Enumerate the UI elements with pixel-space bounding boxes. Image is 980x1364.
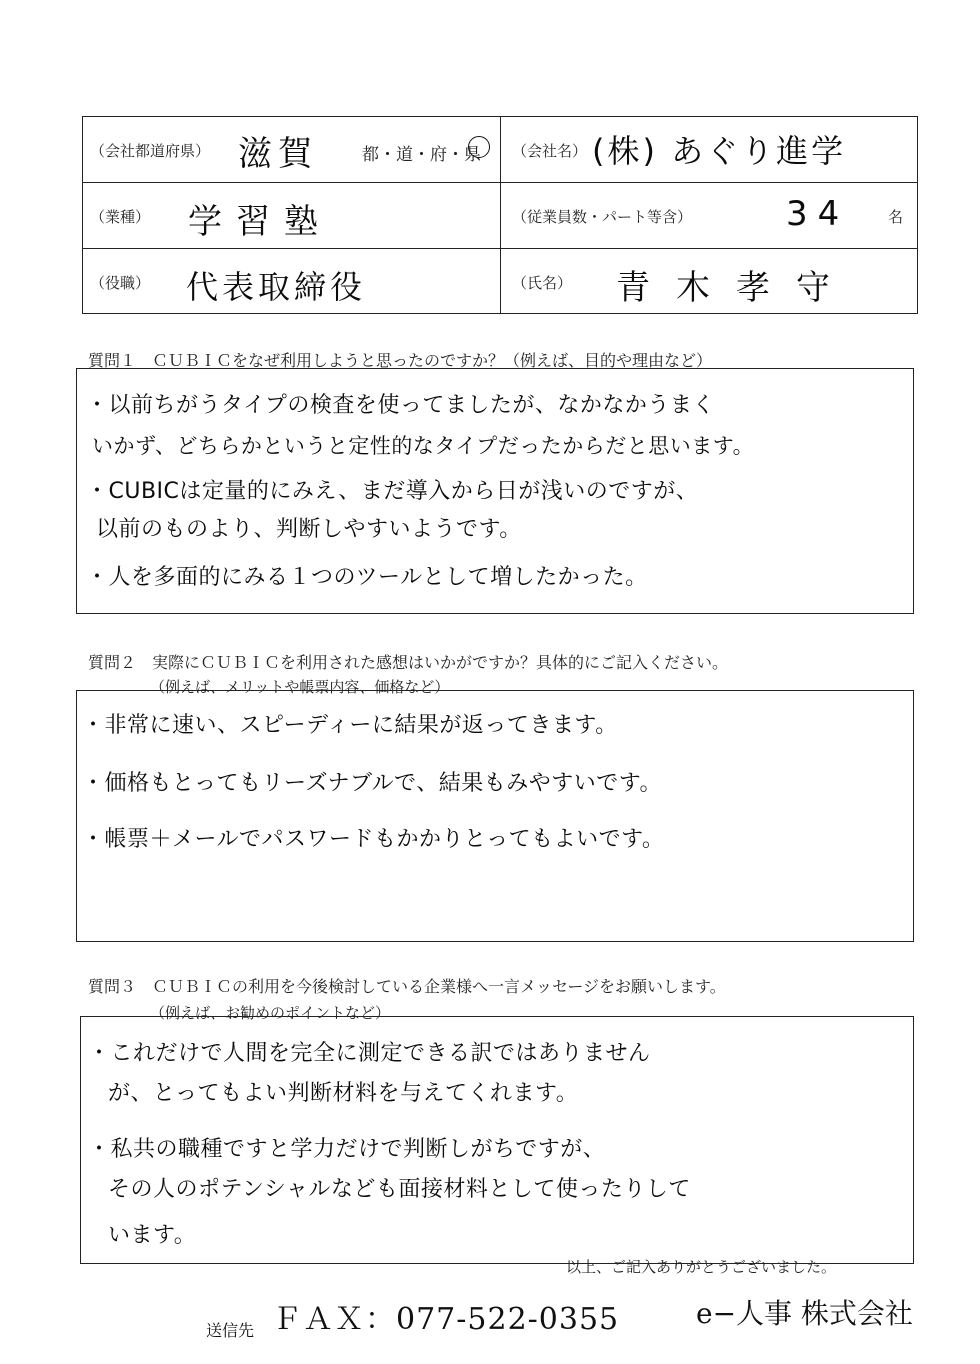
- q3-example: （例えば、お勧めのポイントなど）: [150, 1004, 391, 1022]
- position-value: 代表取締役: [186, 268, 367, 306]
- q3-answer-line: が、とってもよい判断材料を与えてくれます。: [108, 1081, 579, 1106]
- prefecture-selected-circle: [468, 136, 490, 158]
- q1-question: 質問１ ＣＵＢＩＣをなぜ利用しようと思ったのですか？（例えば、目的や理由など）: [88, 351, 713, 370]
- q2-answer-line: ・帳票＋メールでパスワードもかかりとってもよいです。: [82, 827, 665, 852]
- prefecture-label: （会社都道府県）: [90, 142, 211, 160]
- employees-value: 34: [786, 194, 850, 234]
- industry-label: （業種）: [90, 208, 151, 226]
- company-footer-name: e−人事 株式会社: [696, 1297, 913, 1330]
- name-value: 青木孝守: [616, 268, 856, 308]
- employees-unit: 名: [888, 208, 904, 226]
- thanks-note: 以上、ご記入ありがとうございました。: [566, 1258, 837, 1276]
- fax-number: ＦＡＸ：077-522-0355: [272, 1302, 620, 1337]
- q3-question: 質問３ ＣＵＢＩＣの利用を今後検討している企業様へ一言メッセージをお願いします。: [88, 977, 726, 996]
- position-label: （役職）: [90, 274, 151, 292]
- send-to-label: 送信先: [206, 1321, 255, 1340]
- q3-answer-line: その人のポテンシャルなども面接材料として使ったりして: [108, 1177, 691, 1202]
- company-label: （会社名）: [512, 142, 588, 160]
- q1-answer-line: ・以前ちがうタイプの検査を使ってましたが、なかなかうまく: [86, 393, 715, 418]
- q3-answer-line: ・これだけで人間を完全に測定できる訳ではありません: [88, 1041, 651, 1066]
- employees-label: （従業員数・パート等含）: [512, 208, 693, 226]
- q2-answer-line: ・価格もとってもリーズナブルで、結果もみやすいです。: [82, 771, 662, 796]
- q3-answer-line: います。: [108, 1223, 197, 1248]
- name-label: （氏名）: [512, 274, 573, 292]
- q1-answer-line: いかず、どちらかというと定性的なタイプだったからだと思います。: [92, 434, 755, 458]
- prefecture-suffix: 都・道・府・県: [362, 145, 481, 165]
- company-value: (株) あぐり進学: [592, 132, 847, 170]
- q2-example: （例えば、メリットや帳票内容、価格など）: [150, 678, 450, 696]
- q2-answer-line: ・非常に速い、スピーディーに結果が返ってきます。: [82, 713, 618, 738]
- q1-answer-line: ・CUBICは定量的にみえ、まだ導入から日が浅いのですが、: [86, 479, 699, 504]
- info-col-divider: [500, 116, 501, 314]
- industry-value: 学習塾: [188, 202, 332, 242]
- q1-answer-line: 以前のものより、判断しやすいようです。: [96, 517, 522, 542]
- q2-question: 質問２ 実際にＣＵＢＩＣを利用された感想はいかがですか？具体的にご記入ください。: [88, 653, 729, 672]
- q1-answer-line: ・人を多面的にみる１つのツールとして増したかった。: [86, 565, 648, 590]
- prefecture-value: 滋賀: [238, 134, 318, 174]
- q3-answer-line: ・私共の職種ですと学力だけで判断しがちですが、: [88, 1137, 606, 1162]
